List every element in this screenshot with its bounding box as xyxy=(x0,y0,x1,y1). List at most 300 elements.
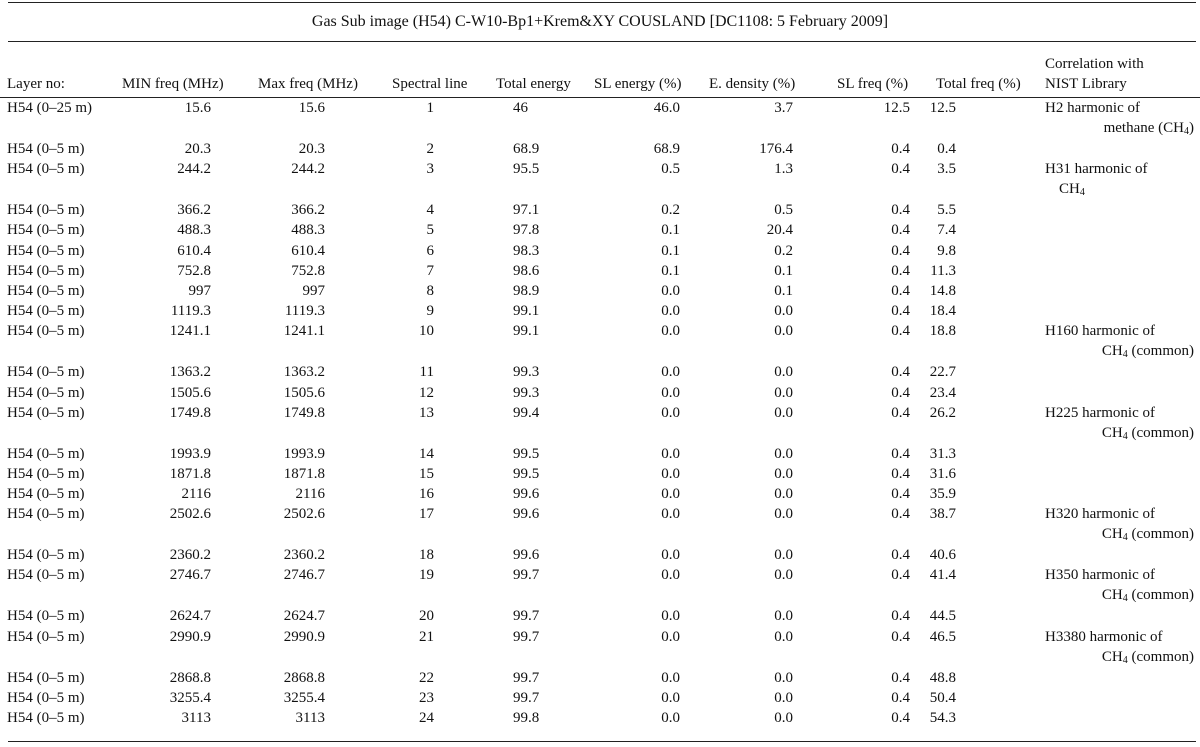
cell-spectral-line: 3 xyxy=(426,161,434,178)
cell-sl-freq: 0.4 xyxy=(891,567,910,584)
cell-sl-energy: 0.0 xyxy=(661,608,680,625)
cell-sl-energy: 0.5 xyxy=(661,161,680,178)
cell-sl-energy: 0.0 xyxy=(661,364,680,381)
table-body xyxy=(0,98,1200,729)
header-min-freq: MIN freq (MHz) xyxy=(122,76,224,92)
correlation-formula: CH xyxy=(1059,181,1080,198)
cell-spectral-line: 11 xyxy=(419,364,434,381)
correlation-suffix: ) xyxy=(1189,120,1194,136)
cell-min-freq: 1119.3 xyxy=(170,303,211,320)
cell-spectral-line: 20 xyxy=(419,608,434,625)
cell-total-energy: 99.7 xyxy=(513,567,540,584)
cell-sl-energy: 0.0 xyxy=(661,710,680,726)
cell-correlation xyxy=(1045,403,1200,444)
cell-total-energy: 99.3 xyxy=(513,364,540,381)
cell-total-freq: 12.5 xyxy=(929,100,956,116)
cell-max-freq: 2624.7 xyxy=(283,608,325,625)
cell-spectral-line: 13 xyxy=(419,404,434,421)
cell-max-freq: 2990.9 xyxy=(283,628,325,645)
cell-total-energy: 97.1 xyxy=(513,202,540,219)
cell-correlation xyxy=(1045,565,1200,606)
cell-correlation xyxy=(1045,200,1200,220)
cell-total-energy: 98.9 xyxy=(513,282,540,299)
cell-layer: H54 (0–5 m) xyxy=(7,465,85,482)
correlation-line2 xyxy=(1045,423,1200,443)
header-correlation-line1: Correlation with xyxy=(1045,56,1144,72)
cell-total-freq: 35.9 xyxy=(929,486,956,503)
cell-sl-energy: 0.1 xyxy=(661,242,680,259)
cell-layer: H54 (0–5 m) xyxy=(7,506,85,523)
cell-total-energy: 98.6 xyxy=(513,262,540,279)
table-row xyxy=(0,200,1200,220)
correlation-line1: H350 harmonic of xyxy=(1045,567,1155,584)
cell-sl-energy: 0.0 xyxy=(661,323,680,340)
header-total-freq: Total freq (%) xyxy=(936,76,1021,92)
correlation-formula: CH xyxy=(1101,343,1123,360)
cell-total-energy: 99.7 xyxy=(513,689,540,706)
cell-sl-freq: 0.4 xyxy=(891,689,910,706)
cell-total-energy: 99.8 xyxy=(513,710,540,726)
table-row xyxy=(0,545,1200,565)
correlation-subscript: 4 xyxy=(1184,126,1189,137)
header-sl-freq: SL freq (%) xyxy=(837,76,909,92)
cell-sl-energy: 0.0 xyxy=(661,689,680,706)
cell-total-energy: 99.1 xyxy=(513,303,540,320)
cell-total-energy: 99.5 xyxy=(513,465,540,482)
cell-sl-energy: 0.0 xyxy=(661,486,680,503)
cell-max-freq: 2360.2 xyxy=(283,547,325,564)
cell-correlation xyxy=(1045,321,1200,362)
cell-correlation xyxy=(1045,159,1200,200)
table-row xyxy=(0,321,1200,362)
cell-max-freq: 752.8 xyxy=(291,262,325,279)
correlation-suffix: (common) xyxy=(1127,343,1194,360)
correlation-subscript: 4 xyxy=(1122,654,1128,666)
correlation-subscript: 4 xyxy=(1122,532,1128,544)
cell-layer: H54 (0–5 m) xyxy=(7,608,85,625)
correlation-suffix: (common) xyxy=(1127,526,1194,543)
cell-spectral-line: 22 xyxy=(419,669,434,686)
cell-sl-freq: 0.4 xyxy=(891,669,910,686)
cell-total-energy: 68.9 xyxy=(513,141,540,157)
cell-layer: H54 (0–5 m) xyxy=(7,404,85,421)
cell-sl-freq: 0.4 xyxy=(891,222,910,239)
cell-total-freq: 9.8 xyxy=(937,242,956,259)
correlation-formula: methane (CH xyxy=(1103,120,1184,136)
title-rule xyxy=(8,41,1196,42)
cell-e-density: 1.3 xyxy=(774,161,793,178)
cell-e-density: 0.0 xyxy=(774,404,793,421)
cell-total-freq: 23.4 xyxy=(929,384,956,401)
table-row xyxy=(0,301,1200,321)
correlation-formula: CH xyxy=(1101,526,1123,543)
cell-max-freq: 366.2 xyxy=(291,202,325,219)
cell-spectral-line: 23 xyxy=(419,689,434,706)
cell-layer: H54 (0–5 m) xyxy=(7,689,85,706)
cell-e-density: 176.4 xyxy=(759,141,793,157)
cell-layer: H54 (0–5 m) xyxy=(7,303,85,320)
cell-correlation xyxy=(1045,98,1200,140)
cell-e-density: 20.4 xyxy=(766,222,793,239)
cell-e-density: 0.0 xyxy=(774,384,793,401)
cell-e-density: 3.7 xyxy=(774,100,793,116)
cell-total-freq: 0.4 xyxy=(937,141,956,157)
cell-layer: H54 (0–5 m) xyxy=(7,710,85,726)
cell-correlation xyxy=(1045,383,1200,403)
cell-total-energy: 46 xyxy=(513,100,528,116)
cell-sl-energy: 0.0 xyxy=(661,404,680,421)
cell-spectral-line: 19 xyxy=(419,567,434,584)
cell-sl-freq: 0.4 xyxy=(891,384,910,401)
cell-sl-energy: 0.0 xyxy=(661,465,680,482)
cell-e-density: 0.0 xyxy=(774,567,793,584)
cell-correlation xyxy=(1045,504,1200,545)
cell-sl-freq: 0.4 xyxy=(891,242,910,259)
cell-total-freq: 40.6 xyxy=(929,547,956,564)
cell-total-energy: 99.5 xyxy=(513,445,540,462)
cell-spectral-line: 4 xyxy=(426,202,434,219)
cell-max-freq: 20.3 xyxy=(298,141,325,157)
cell-layer: H54 (0–5 m) xyxy=(7,323,85,340)
cell-e-density: 0.0 xyxy=(774,506,793,523)
correlation-formula: CH xyxy=(1101,648,1123,665)
correlation-line2 xyxy=(1045,585,1200,605)
cell-min-freq: 20.3 xyxy=(184,141,211,157)
cell-layer: H54 (0–5 m) xyxy=(7,445,85,462)
cell-min-freq: 2624.7 xyxy=(169,608,211,625)
correlation-line2 xyxy=(1045,179,1200,199)
table-row xyxy=(0,484,1200,504)
cell-total-energy: 99.6 xyxy=(513,486,540,503)
cell-spectral-line: 5 xyxy=(426,222,434,239)
header-correlation xyxy=(1045,51,1200,97)
cell-spectral-line: 15 xyxy=(419,465,434,482)
cell-total-freq: 48.8 xyxy=(929,669,956,686)
cell-spectral-line: 2 xyxy=(426,141,434,157)
cell-sl-freq: 0.4 xyxy=(891,628,910,645)
cell-max-freq: 2746.7 xyxy=(283,567,325,584)
cell-e-density: 0.0 xyxy=(774,669,793,686)
cell-sl-freq: 0.4 xyxy=(891,262,910,279)
correlation-line2 xyxy=(1045,118,1200,138)
cell-correlation xyxy=(1045,444,1200,464)
cell-spectral-line: 9 xyxy=(426,303,434,320)
header-e-density: E. density (%) xyxy=(709,76,796,92)
cell-min-freq: 752.8 xyxy=(177,262,211,279)
cell-max-freq: 2116 xyxy=(295,486,325,503)
cell-layer: H54 (0–5 m) xyxy=(7,282,85,299)
cell-sl-energy: 68.9 xyxy=(653,141,680,157)
cell-sl-freq: 0.4 xyxy=(891,547,910,564)
correlation-suffix: (common) xyxy=(1127,424,1194,441)
cell-sl-freq: 0.4 xyxy=(891,323,910,340)
cell-total-freq: 31.6 xyxy=(929,465,956,482)
cell-correlation xyxy=(1045,464,1200,484)
cell-total-energy: 99.6 xyxy=(513,506,540,523)
cell-correlation xyxy=(1045,688,1200,708)
cell-layer: H54 (0–5 m) xyxy=(7,567,85,584)
table-row xyxy=(0,220,1200,240)
cell-sl-energy: 0.0 xyxy=(661,303,680,320)
cell-sl-energy: 0.0 xyxy=(661,567,680,584)
correlation-line2 xyxy=(1045,647,1200,667)
table-row xyxy=(0,383,1200,403)
table-title: Gas Sub image (H54) C-W10-Bp1+Krem&XY COUSLAND [DC1108: 5 February 2009] xyxy=(311,13,889,30)
table-row xyxy=(0,565,1200,606)
cell-spectral-line: 16 xyxy=(419,486,434,503)
cell-sl-energy: 0.1 xyxy=(661,222,680,239)
cell-max-freq: 1505.6 xyxy=(283,384,325,401)
header-sl-energy: SL energy (%) xyxy=(594,76,682,92)
table-row xyxy=(0,627,1200,668)
cell-max-freq: 2868.8 xyxy=(283,669,325,686)
table-row xyxy=(0,668,1200,688)
cell-layer: H54 (0–5 m) xyxy=(7,669,85,686)
cell-min-freq: 1241.1 xyxy=(169,323,211,340)
cell-correlation xyxy=(1045,484,1200,504)
cell-total-freq: 14.8 xyxy=(929,282,956,299)
cell-correlation xyxy=(1045,281,1200,301)
cell-sl-energy: 0.1 xyxy=(661,262,680,279)
cell-max-freq: 15.6 xyxy=(298,100,325,116)
cell-spectral-line: 7 xyxy=(426,262,434,279)
table-row xyxy=(0,708,1200,728)
cell-total-freq: 5.5 xyxy=(937,202,956,219)
cell-sl-freq: 0.4 xyxy=(891,506,910,523)
cell-correlation xyxy=(1045,362,1200,382)
correlation-formula: CH xyxy=(1101,424,1123,441)
header-spectral-line: Spectral line xyxy=(392,76,468,92)
table-row xyxy=(0,464,1200,484)
cell-total-freq: 46.5 xyxy=(929,628,956,645)
cell-layer: H54 (0–5 m) xyxy=(7,262,85,279)
cell-layer: H54 (0–25 m) xyxy=(7,100,92,116)
cell-total-energy: 99.4 xyxy=(513,404,540,421)
correlation-formula: CH xyxy=(1101,587,1123,604)
cell-total-freq: 38.7 xyxy=(929,506,956,523)
cell-max-freq: 1871.8 xyxy=(283,465,325,482)
correlation-subscript: 4 xyxy=(1079,187,1085,199)
cell-correlation xyxy=(1045,668,1200,688)
cell-e-density: 0.0 xyxy=(774,608,793,625)
cell-max-freq: 997 xyxy=(302,282,325,299)
cell-total-energy: 99.1 xyxy=(513,323,540,340)
cell-total-energy: 97.8 xyxy=(513,222,540,239)
cell-total-freq: 41.4 xyxy=(929,567,956,584)
cell-min-freq: 2990.9 xyxy=(169,628,211,645)
cell-sl-freq: 0.4 xyxy=(891,364,910,381)
correlation-suffix: (common) xyxy=(1127,648,1194,665)
correlation-subscript: 4 xyxy=(1122,430,1128,442)
cell-total-freq: 31.3 xyxy=(929,445,956,462)
cell-e-density: 0.2 xyxy=(774,242,793,259)
cell-min-freq: 366.2 xyxy=(177,202,211,219)
top-rule xyxy=(8,2,1196,3)
table-row xyxy=(0,159,1200,200)
cell-sl-energy: 0.0 xyxy=(661,445,680,462)
table-row xyxy=(0,403,1200,444)
correlation-line1: H3380 harmonic of xyxy=(1045,628,1163,645)
cell-e-density: 0.0 xyxy=(774,323,793,340)
cell-spectral-line: 14 xyxy=(419,445,434,462)
cell-correlation xyxy=(1045,627,1200,668)
cell-e-density: 0.5 xyxy=(774,202,793,219)
correlation-line1: H160 harmonic of xyxy=(1045,323,1155,340)
table-row xyxy=(0,98,1200,140)
table-row xyxy=(0,444,1200,464)
correlation-line2 xyxy=(1045,341,1200,361)
cell-spectral-line: 1 xyxy=(426,100,434,116)
cell-sl-energy: 0.0 xyxy=(661,669,680,686)
cell-total-freq: 54.3 xyxy=(929,710,956,726)
cell-min-freq: 2116 xyxy=(181,486,211,503)
cell-spectral-line: 24 xyxy=(419,710,434,726)
cell-spectral-line: 12 xyxy=(419,384,434,401)
cell-sl-freq: 0.4 xyxy=(891,141,910,157)
cell-e-density: 0.1 xyxy=(774,262,793,279)
cell-min-freq: 1749.8 xyxy=(169,404,211,421)
cell-spectral-line: 18 xyxy=(419,547,434,564)
cell-total-freq: 7.4 xyxy=(937,222,956,239)
cell-max-freq: 3255.4 xyxy=(283,689,325,706)
cell-e-density: 0.0 xyxy=(774,547,793,564)
table-row xyxy=(0,606,1200,626)
cell-sl-freq: 0.4 xyxy=(891,282,910,299)
header-max-freq: Max freq (MHz) xyxy=(258,76,358,92)
cell-sl-freq: 0.4 xyxy=(891,445,910,462)
cell-correlation xyxy=(1045,606,1200,626)
correlation-line2 xyxy=(1045,524,1200,544)
cell-spectral-line: 10 xyxy=(419,323,434,340)
cell-total-energy: 99.7 xyxy=(513,608,540,625)
cell-e-density: 0.0 xyxy=(774,445,793,462)
cell-max-freq: 1363.2 xyxy=(283,364,325,381)
cell-sl-freq: 0.4 xyxy=(891,465,910,482)
cell-min-freq: 244.2 xyxy=(177,161,211,178)
cell-correlation xyxy=(1045,241,1200,261)
cell-min-freq: 1505.6 xyxy=(169,384,211,401)
cell-sl-freq: 0.4 xyxy=(891,303,910,320)
cell-sl-freq: 12.5 xyxy=(883,100,910,116)
cell-total-energy: 99.6 xyxy=(513,547,540,564)
cell-total-freq: 11.3 xyxy=(930,262,956,279)
cell-total-energy: 99.7 xyxy=(513,669,540,686)
cell-min-freq: 2868.8 xyxy=(169,669,211,686)
cell-total-freq: 50.4 xyxy=(929,689,956,706)
table-row xyxy=(0,261,1200,281)
cell-max-freq: 244.2 xyxy=(291,161,325,178)
correlation-subscript: 4 xyxy=(1122,349,1128,361)
cell-sl-freq: 0.4 xyxy=(891,486,910,503)
cell-total-energy: 99.3 xyxy=(513,384,540,401)
cell-spectral-line: 6 xyxy=(426,242,434,259)
cell-min-freq: 3255.4 xyxy=(169,689,211,706)
correlation-subscript: 4 xyxy=(1122,593,1128,605)
table-row xyxy=(0,139,1200,159)
header-layer: Layer no: xyxy=(7,76,65,92)
cell-sl-freq: 0.4 xyxy=(891,608,910,625)
cell-layer: H54 (0–5 m) xyxy=(7,161,85,178)
cell-spectral-line: 8 xyxy=(426,282,434,299)
table-row xyxy=(0,504,1200,545)
cell-e-density: 0.0 xyxy=(774,689,793,706)
correlation-line1: H2 harmonic of xyxy=(1045,100,1140,116)
cell-correlation xyxy=(1045,261,1200,281)
cell-min-freq: 997 xyxy=(188,282,211,299)
cell-sl-energy: 0.0 xyxy=(661,506,680,523)
cell-max-freq: 1241.1 xyxy=(283,323,325,340)
cell-max-freq: 1993.9 xyxy=(283,445,325,462)
cell-correlation xyxy=(1045,708,1200,728)
cell-min-freq: 2360.2 xyxy=(169,547,211,564)
cell-max-freq: 1119.3 xyxy=(284,303,325,320)
correlation-line1: H225 harmonic of xyxy=(1045,404,1155,421)
cell-e-density: 0.0 xyxy=(774,710,793,726)
data-table xyxy=(0,51,1200,728)
cell-e-density: 0.1 xyxy=(774,282,793,299)
cell-layer: H54 (0–5 m) xyxy=(7,628,85,645)
cell-correlation xyxy=(1045,545,1200,565)
cell-spectral-line: 17 xyxy=(419,506,434,523)
cell-total-freq: 22.7 xyxy=(929,364,956,381)
cell-layer: H54 (0–5 m) xyxy=(7,222,85,239)
cell-e-density: 0.0 xyxy=(774,628,793,645)
cell-max-freq: 610.4 xyxy=(291,242,325,259)
cell-total-freq: 3.5 xyxy=(937,161,956,178)
cell-min-freq: 488.3 xyxy=(177,222,211,239)
cell-min-freq: 2746.7 xyxy=(169,567,211,584)
cell-correlation xyxy=(1045,139,1200,159)
cell-max-freq: 3113 xyxy=(295,710,325,726)
cell-e-density: 0.0 xyxy=(774,303,793,320)
cell-min-freq: 2502.6 xyxy=(169,506,211,523)
cell-layer: H54 (0–5 m) xyxy=(7,141,85,157)
cell-sl-energy: 0.0 xyxy=(661,384,680,401)
correlation-line1: H31 harmonic of xyxy=(1045,161,1148,178)
cell-total-freq: 44.5 xyxy=(929,608,956,625)
cell-max-freq: 2502.6 xyxy=(283,506,325,523)
cell-correlation xyxy=(1045,220,1200,240)
cell-total-energy: 99.7 xyxy=(513,628,540,645)
cell-total-freq: 18.8 xyxy=(929,323,956,340)
cell-min-freq: 1871.8 xyxy=(169,465,211,482)
cell-max-freq: 488.3 xyxy=(291,222,325,239)
cell-sl-energy: 0.2 xyxy=(661,202,680,219)
cell-sl-freq: 0.4 xyxy=(891,161,910,178)
header-total-energy: Total energy xyxy=(496,76,571,92)
cell-e-density: 0.0 xyxy=(774,486,793,503)
cell-sl-freq: 0.4 xyxy=(891,404,910,421)
cell-layer: H54 (0–5 m) xyxy=(7,242,85,259)
cell-spectral-line: 21 xyxy=(419,628,434,645)
cell-min-freq: 1363.2 xyxy=(169,364,211,381)
cell-e-density: 0.0 xyxy=(774,465,793,482)
table-row xyxy=(0,281,1200,301)
cell-e-density: 0.0 xyxy=(774,364,793,381)
cell-correlation xyxy=(1045,301,1200,321)
cell-layer: H54 (0–5 m) xyxy=(7,547,85,564)
cell-layer: H54 (0–5 m) xyxy=(7,384,85,401)
cell-layer: H54 (0–5 m) xyxy=(7,364,85,381)
table-row xyxy=(0,688,1200,708)
cell-sl-freq: 0.4 xyxy=(891,202,910,219)
cell-total-freq: 18.4 xyxy=(929,303,956,320)
table-row xyxy=(0,241,1200,261)
cell-layer: H54 (0–5 m) xyxy=(7,486,85,503)
cell-sl-freq: 0.4 xyxy=(891,710,910,726)
header-correlation-line2: NIST Library xyxy=(1045,76,1127,92)
cell-min-freq: 610.4 xyxy=(177,242,211,259)
